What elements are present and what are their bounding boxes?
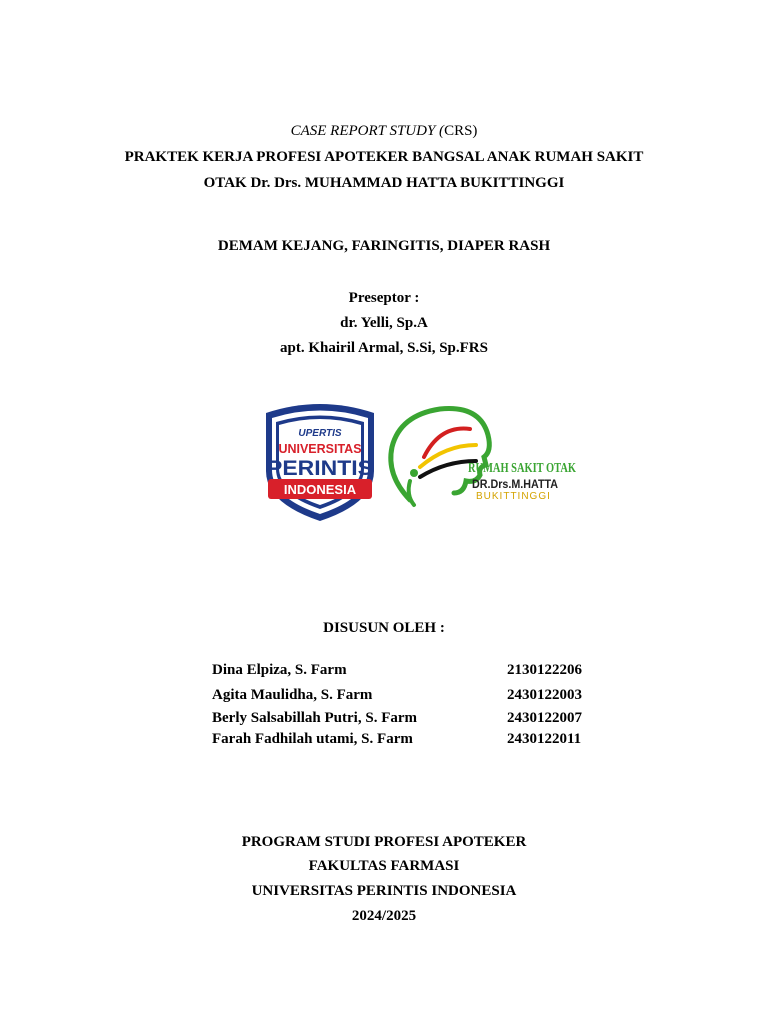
report-type [0, 122, 768, 140]
report-type-italic: CASE REPORT STUDY ( [290, 123, 445, 139]
report-type-suffix: CRS) [444, 123, 478, 139]
title-line-1: PRAKTEK KERJA PROFESI APOTEKER BANGSAL ANAK RUMAH SAKIT [124, 149, 644, 165]
authors-label: DISUSUN OLEH : [323, 620, 445, 636]
preceptor-label: Preseptor : [348, 290, 420, 306]
author-id: 2130122206 [507, 662, 582, 678]
academic-year: 2024/2025 [351, 908, 417, 924]
brain-head-logo [380, 395, 580, 520]
shield-line-3: INDONESIA [283, 482, 357, 497]
shield-tag: UPERTIS [298, 428, 342, 439]
faculty-name: FAKULTAS FARMASI [308, 858, 460, 874]
author-name: Agita Maulidha, S. Farm [212, 687, 373, 703]
preceptor-name: dr. Yelli, Sp.A [340, 315, 428, 331]
author-id: 2430122007 [507, 710, 582, 726]
author-name: Berly Salsabillah Putri, S. Farm [212, 710, 418, 726]
title-line-2: OTAK Dr. Drs. MUHAMMAD HATTA BUKITTINGGI [203, 175, 565, 191]
preceptor-name: apt. Khairil Armal, S.Si, Sp.FRS [280, 340, 488, 356]
logo-row [0, 395, 768, 525]
university-name: UNIVERSITAS PERINTIS INDONESIA [251, 883, 517, 899]
shield-line-1: UNIVERSITAS [278, 442, 362, 456]
university-shield-logo [262, 401, 378, 523]
author-name: Farah Fadhilah utami, S. Farm [212, 731, 413, 747]
author-id: 2430122011 [507, 731, 582, 747]
hospital-line-2: DR.Drs.M.HATTA [472, 477, 559, 491]
case-topic: DEMAM KEJANG, FARINGITIS, DIAPER RASH [217, 238, 551, 254]
author-id: 2430122003 [507, 687, 582, 703]
shield-line-2: PERINTIS [267, 457, 373, 480]
author-name: Dina Elpiza, S. Farm [212, 662, 347, 678]
hospital-line-1: RUMAH SAKIT OTAK [468, 461, 577, 476]
hospital-line-3: BUKITTINGGI [476, 491, 551, 502]
program-name: PROGRAM STUDI PROFESI APOTEKER [241, 834, 527, 850]
